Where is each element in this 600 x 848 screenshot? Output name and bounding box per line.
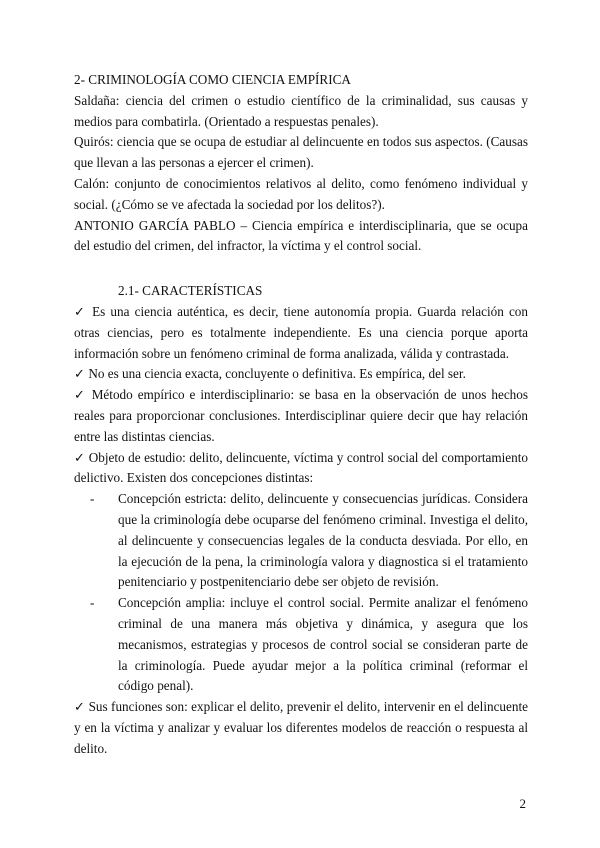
subsection-title: 2.1- CARACTERÍSTICAS (118, 283, 263, 299)
characteristic-item: ✓ Método empírico e interdisciplinario: se basa en la observación de unos hechos reales para proporcionar conclusiones. Interdisciplinar quiere decir que hay relación entre las distintas ciencias. (74, 387, 528, 444)
concepcion-estricta-text: Concepción estricta: delito, delincuente y consecuencias jurídicas. Considera que la criminología debe ocuparse del fenómeno criminal. Investiga el delito, al delincuente y consecuencias legales de la conducta desviada. Por ello, en la ejecución de la pena, la criminología valora y diagnostica si el tratamiento penitenciario y postpenitenciario debe ser objeto de revisión. (118, 491, 528, 590)
characteristic-item: ✓ Es una ciencia auténtica, es decir, tiene autonomía propia. Guarda relación con otras ciencias, pero es totalmente independiente. Es una ciencia porque aporta información sobre un fenómeno criminal de forma analizada, válida y contrastada. (74, 303, 528, 361)
list-item (74, 593, 528, 697)
closing-paragraph: ✓ Sus funciones son: explicar el delito, prevenir el delito, intervenir en el delincuente y en la víctima y analizar y evaluar los diferentes modelos de reacción o respuesta al delito. (74, 699, 528, 756)
dash-bullet: - (90, 491, 95, 507)
page-number: 2 (519, 796, 526, 811)
definition-saldana: Saldaña: ciencia del crimen o estudio científico de la criminalidad, sus causas y medios para combatirla. (Orientado a respuestas penales). (74, 92, 528, 129)
dash-bullet: - (90, 595, 95, 611)
section-title: 2- CRIMINOLOGÍA COMO CIENCIA EMPÍRICA (74, 72, 351, 87)
definition-quiros: Quirós: ciencia que se ocupa de estudiar al delincuente en todos sus aspectos. (Causas que llevan a las personas a ejercer el crimen). (74, 134, 528, 171)
characteristic-item: ✓ Objeto de estudio: delito, delincuente, víctima y control social del comportamiento delictivo. Existen dos concepciones distintas: (74, 449, 528, 486)
concepciones-list (74, 489, 528, 697)
concepcion-amplia-text: Concepción amplia: incluye el control social. Permite analizar el fenómeno criminal de una manera más objetiva y dinámica, y asegura que los mecanismos, estrategias y procesos de control social se consideran parte de la criminología. Puede ayudar mejor a la política criminal (reformar el código penal). (118, 595, 528, 694)
definition-garcia-pablo: ANTONIO GARCÍA PABLO – Ciencia empírica e interdisciplinaria, que se ocupa del estudio del crimen, del infractor, la víctima y el control social. (74, 217, 528, 254)
document-page (74, 70, 528, 760)
definition-calon: Calón: conjunto de conocimientos relativos al delito, como fenómeno individual y social. (¿Cómo se ve afectada la sociedad por los delitos?). (74, 175, 528, 212)
characteristic-item: ✓ No es una ciencia exacta, concluyente o definitiva. Es empírica, del ser. (74, 366, 466, 382)
list-item (74, 489, 528, 593)
spacer (74, 257, 528, 281)
